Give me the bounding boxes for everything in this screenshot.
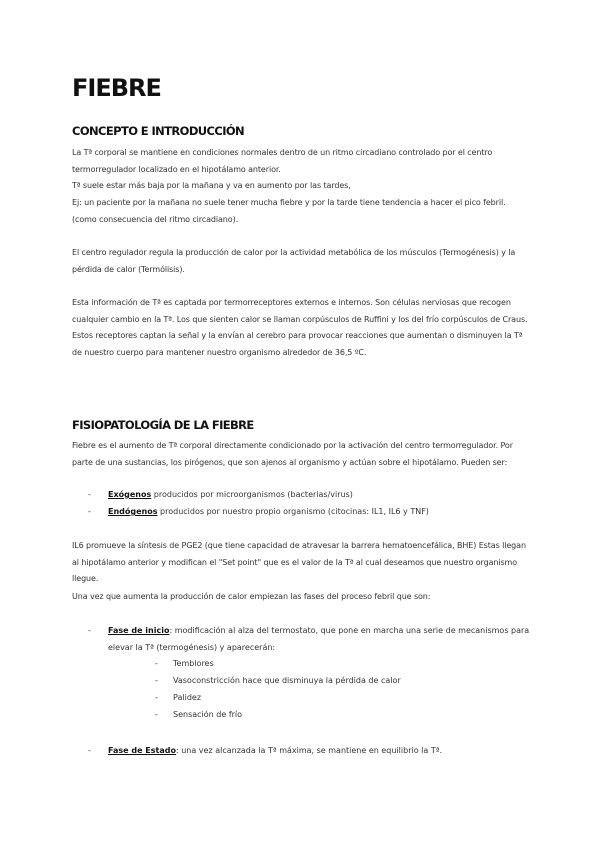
term-fase-inicio: Fase de inicio <box>108 626 170 635</box>
term-endogenos: Endógenos <box>108 507 158 516</box>
bullet-dash: - <box>88 507 91 516</box>
paragraph-fases-intro: Una vez que aumenta la producción de calor empiezan las fases del proceso febril que son: <box>72 592 431 601</box>
term-fase-estado: Fase de Estado <box>108 746 176 755</box>
page-title: FIEBRE <box>72 74 161 102</box>
sub-bullet-dash: - <box>155 710 158 719</box>
bullet-dash: - <box>88 490 91 499</box>
paragraph-il6-pge2: IL6 promueve la síntesis de PGE2 (que tiene capacidad de atravesar la barrera hematoencefálica, BHE) Estas llegan al hipotálamo anterior y modifican el "Set point" que es el valor de la Tª al cual deseamos que nuestro organismo llegue. <box>72 541 526 583</box>
term-exogenos: Exógenos <box>108 490 152 499</box>
sub-bullet-dash: - <box>155 676 158 685</box>
sub-item-palidez: Palidez <box>173 693 202 702</box>
text-fase-estado: : una vez alcanzada la Tª máxima, se mantiene en equilibrio la Tª. <box>175 746 443 755</box>
paragraph-centro-regulador: El centro regulador regula la producción de calor por la actividad metabólica de los músculos (Termogénesis) y la pérdida de calor (Termólisis). <box>72 248 516 274</box>
sub-item-sensacion-frio: Sensación de frío <box>173 710 243 719</box>
list-item-fase-estado <box>108 743 538 760</box>
paragraph-ejemplo-paciente: Ej: un paciente por la mañana no suele tener mucha fiebre y por la tarde tiene tendencia a hacer el pico febril. (como consecuencia del ritmo circadiano). <box>72 198 506 224</box>
paragraph-termorreceptores: Esta información de Tª es captada por termorreceptores externos e internos. Son células nerviosas que recogen cualquier cambio en la Tª. Los que sienten calor se llaman corpúsculos de Ruffini y los del frío corpúsculos de Craus. Estos receptores captan la señal y la envían al cerebro para provocar reacciones que aumentan o disminuyen la Tª de nuestro cuerpo para mantener nuestro organismo alrededor de 36,5 ºC. <box>72 298 528 357</box>
sub-item-vasoconstriccion: Vasoconstricción hace que disminuya la pérdida de calor <box>173 676 401 685</box>
list-item-endogenos <box>108 504 538 521</box>
section-heading-concepto: CONCEPTO E INTRODUCCIÓN <box>72 124 245 138</box>
paragraph-ritmo-circadiano: La Tª corporal se mantiene en condiciones normales dentro de un ritmo circadiano controlado por el centro termorregulador localizado en el hipotálamo anterior. <box>72 148 493 174</box>
sub-item-temblores: Temblores <box>173 659 214 668</box>
bullet-dash: - <box>88 626 91 635</box>
list-item-fase-inicio <box>108 623 538 656</box>
paragraph-definicion-fiebre: Fiebre es el aumento de Tª corporal directamente condicionado por la activación del centro termorregulador. Por parte de una sustancias, los pirógenos, que son ajenos al organismo y actúan sobre el hipotálamo. Pueden ser: <box>72 441 513 467</box>
section-heading-fisiopatologia: FISIOPATOLOGÍA DE LA FIEBRE <box>72 418 254 432</box>
list-item-exogenos <box>108 487 538 504</box>
sub-bullet-dash: - <box>155 693 158 702</box>
paragraph-temperatura-manana: Tª suele estar más baja por la mañana y va en aumento por las tardes, <box>72 181 351 190</box>
text-endogenos: producidos por nuestro propio organismo (citocinas: IL1, IL6 y TNF) <box>157 507 429 516</box>
sub-bullet-dash: - <box>155 659 158 668</box>
text-exogenos: producidos por microorganismos (bacterias/virus) <box>151 490 353 499</box>
text-fase-inicio: : modificación al alza del termostato, que pone en marcha una serie de mecanismos para elevar la Tª (termogénesis) y aparecerán: <box>108 626 530 652</box>
bullet-dash: - <box>88 746 91 755</box>
